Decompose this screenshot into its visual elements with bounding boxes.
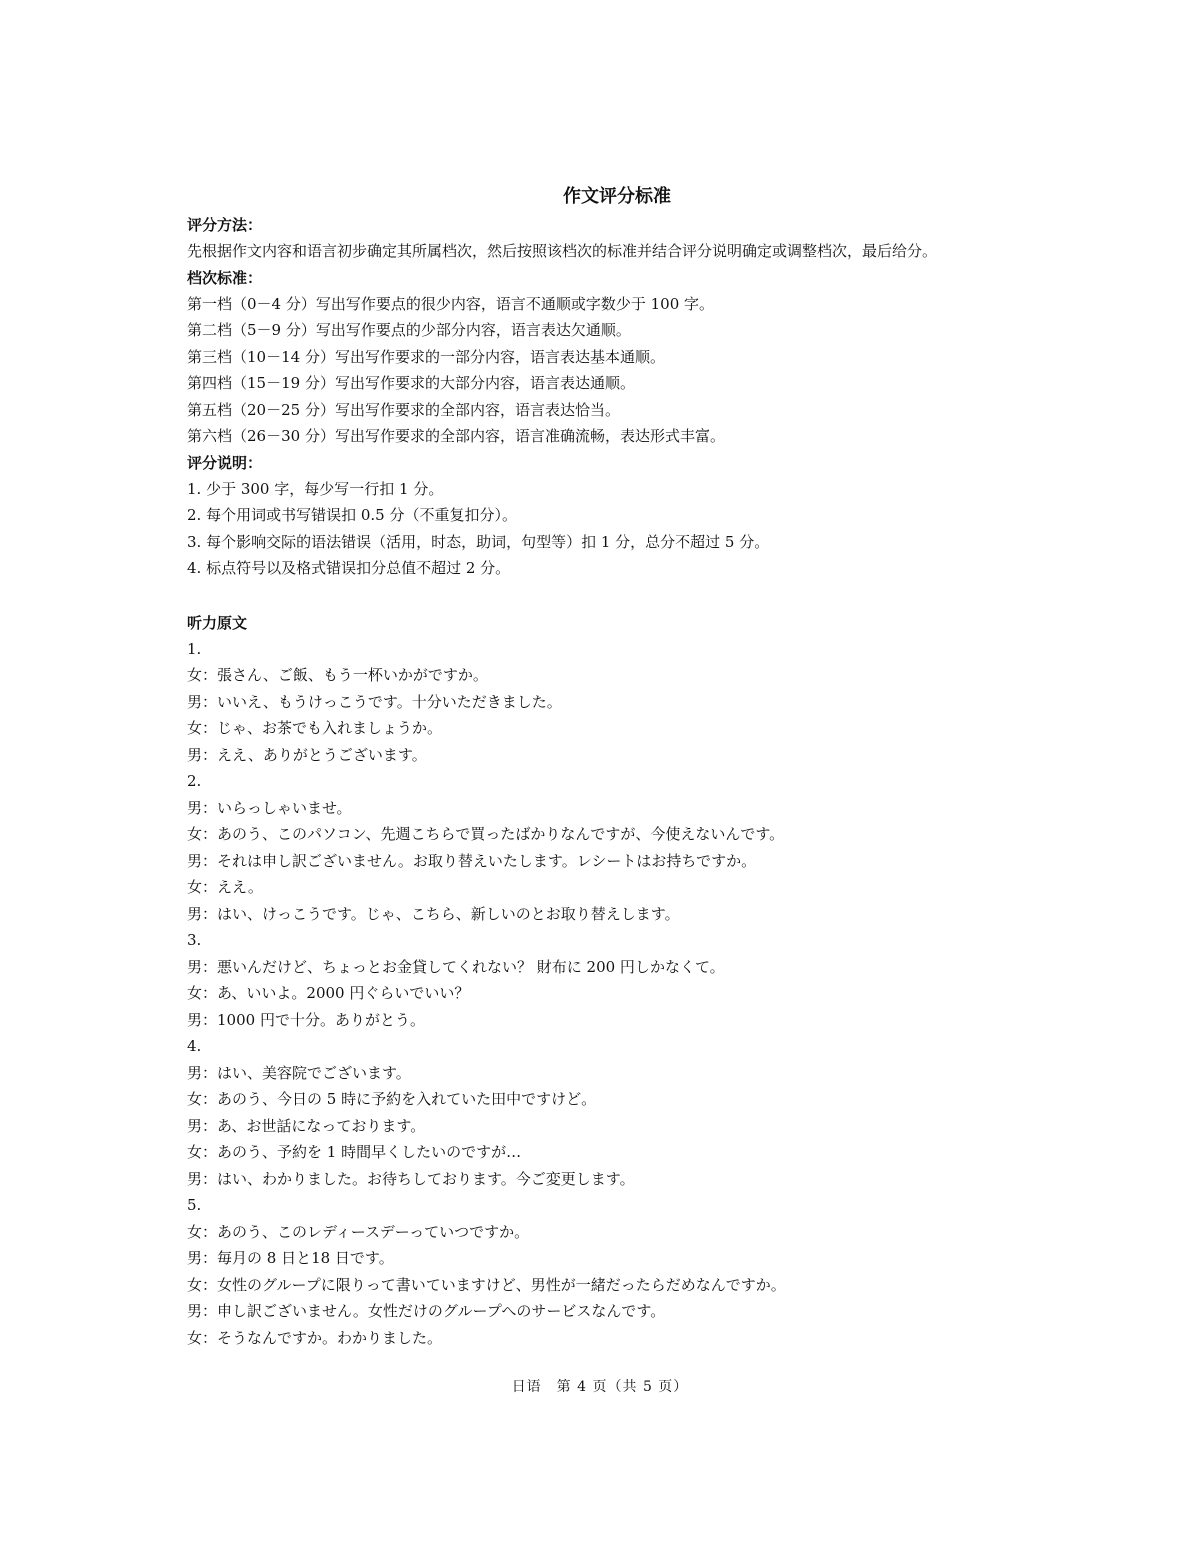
note-item: 4. 标点符号以及格式错误扣分总值不超过 2 分。 [187,559,511,577]
dialogue-line: 男：はい、けっこうです。じゃ、こちら、新しいのとお取り替えします。 [187,904,680,923]
dialogue-line: 男：毎月の 8 日と18 日です。 [187,1249,394,1267]
level-item: 第四档（15－19 分）写出写作要求的大部分内容，语言表达通顺。 [187,374,635,392]
dialogue-line: 女：ええ。 [187,878,263,896]
dialogue-line: 男：いいえ、もうけっこうです。十分いただきました。 [187,692,562,711]
dialogue-number: 1. [187,639,202,658]
dialogue-line: 女：じゃ、お茶でも入れましょうか。 [187,719,443,737]
dialogue-line: 女：女性のグループに限りって書いていますけど、男性が一緒だったらだめなんですか。 [187,1275,786,1294]
dialogue-line: 女：あのう、このレディースデーっていつですか。 [187,1222,530,1241]
dialogue-line: 女：あのう、今日の 5 時に予約を入れていた田中ですけど。 [187,1090,597,1108]
dialogue-line: 男：1000 円で十分。ありがとう。 [187,1010,425,1029]
page-footer: 日语 第 4 页（共 5 页） [511,1379,689,1395]
dialogue-line: 女：あのう、このパソコン、先週こちらで買ったばかりなんですが、今使えないんです。 [187,825,785,843]
dialogue-line: 男：いらっしゃいませ。 [187,798,352,817]
dialogue-line: 男：申し訳ございません。女性だけのグループへのサービスなんです。 [187,1302,666,1320]
note-item: 3. 每个影响交际的语法错误（活用，时态，助词，句型等）扣 1 分，总分不超过 5 分。 [187,532,770,551]
dialogue-number: 5. [187,1196,202,1214]
level-item: 第五档（20－25 分）写出写作要求的全部内容，语言表达恰当。 [187,400,620,419]
method-heading: 评分方法： [187,216,263,234]
listening-heading: 听力原文 [187,613,248,632]
level-item: 第一档（0－4 分）写出写作要点的很少内容，语言不通顺或字数少于 100 字。 [187,294,715,313]
section-spacer [187,582,1047,610]
dialogue-line: 女：張さん、ご飯、もう一杯いかがですか。 [187,666,488,684]
note-item: 2. 每个用词或书写错误扣 0.5 分（不重复扣分）。 [187,506,517,524]
dialogue-number: 2. [187,772,202,790]
page-title: 作文评分标准 [563,186,671,207]
dialogue-line: 女：あのう、予約を 1 時間早くしたいのですが… [187,1143,522,1161]
dialogue-line: 男：あ、お世話になっております。 [187,1116,426,1135]
level-item: 第三档（10－14 分）写出写作要求的一部分内容，语言表达基本通顺。 [187,347,665,366]
levels-heading: 档次标准： [187,268,263,287]
dialogue-number: 3. [187,931,202,949]
dialogue-line: 女：あ、いいよ。2000 円ぐらいでいい？ [187,984,470,1002]
dialogue-line: 男：悪いんだけど、ちょっとお金貸してくれない？ 財布に 200 円しかなくて。 [187,957,725,976]
dialogue-number: 4. [187,1037,202,1055]
dialogue-line: 男：ええ、ありがとうございます。 [187,745,427,764]
dialogue-line: 女：そうなんですか。わかりました。 [187,1328,443,1347]
level-item: 第二档（5－9 分）写出写作要点的少部分内容，语言表达欠通顺。 [187,321,631,339]
notes-heading: 评分说明： [187,453,263,472]
dialogue-line: 男：それは申し訳ございません。お取り替えいたします。レシートはお持ちですか。 [187,851,757,870]
note-item: 1. 少于 300 字，每少写一行扣 1 分。 [187,479,444,498]
method-text: 先根据作文内容和语言初步确定其所属档次，然后按照该档次的标准并结合评分说明确定或调整档次，最后给分。 [187,242,938,260]
level-item: 第六档（26－30 分）写出写作要求的全部内容，语言准确流畅，表达形式丰富。 [187,427,725,445]
dialogue-line: 男：はい、美容院でございます。 [187,1063,411,1082]
dialogue-line: 男：はい、わかりました。お待ちしております。今ご変更します。 [187,1169,635,1188]
document-page [187,182,1047,1351]
